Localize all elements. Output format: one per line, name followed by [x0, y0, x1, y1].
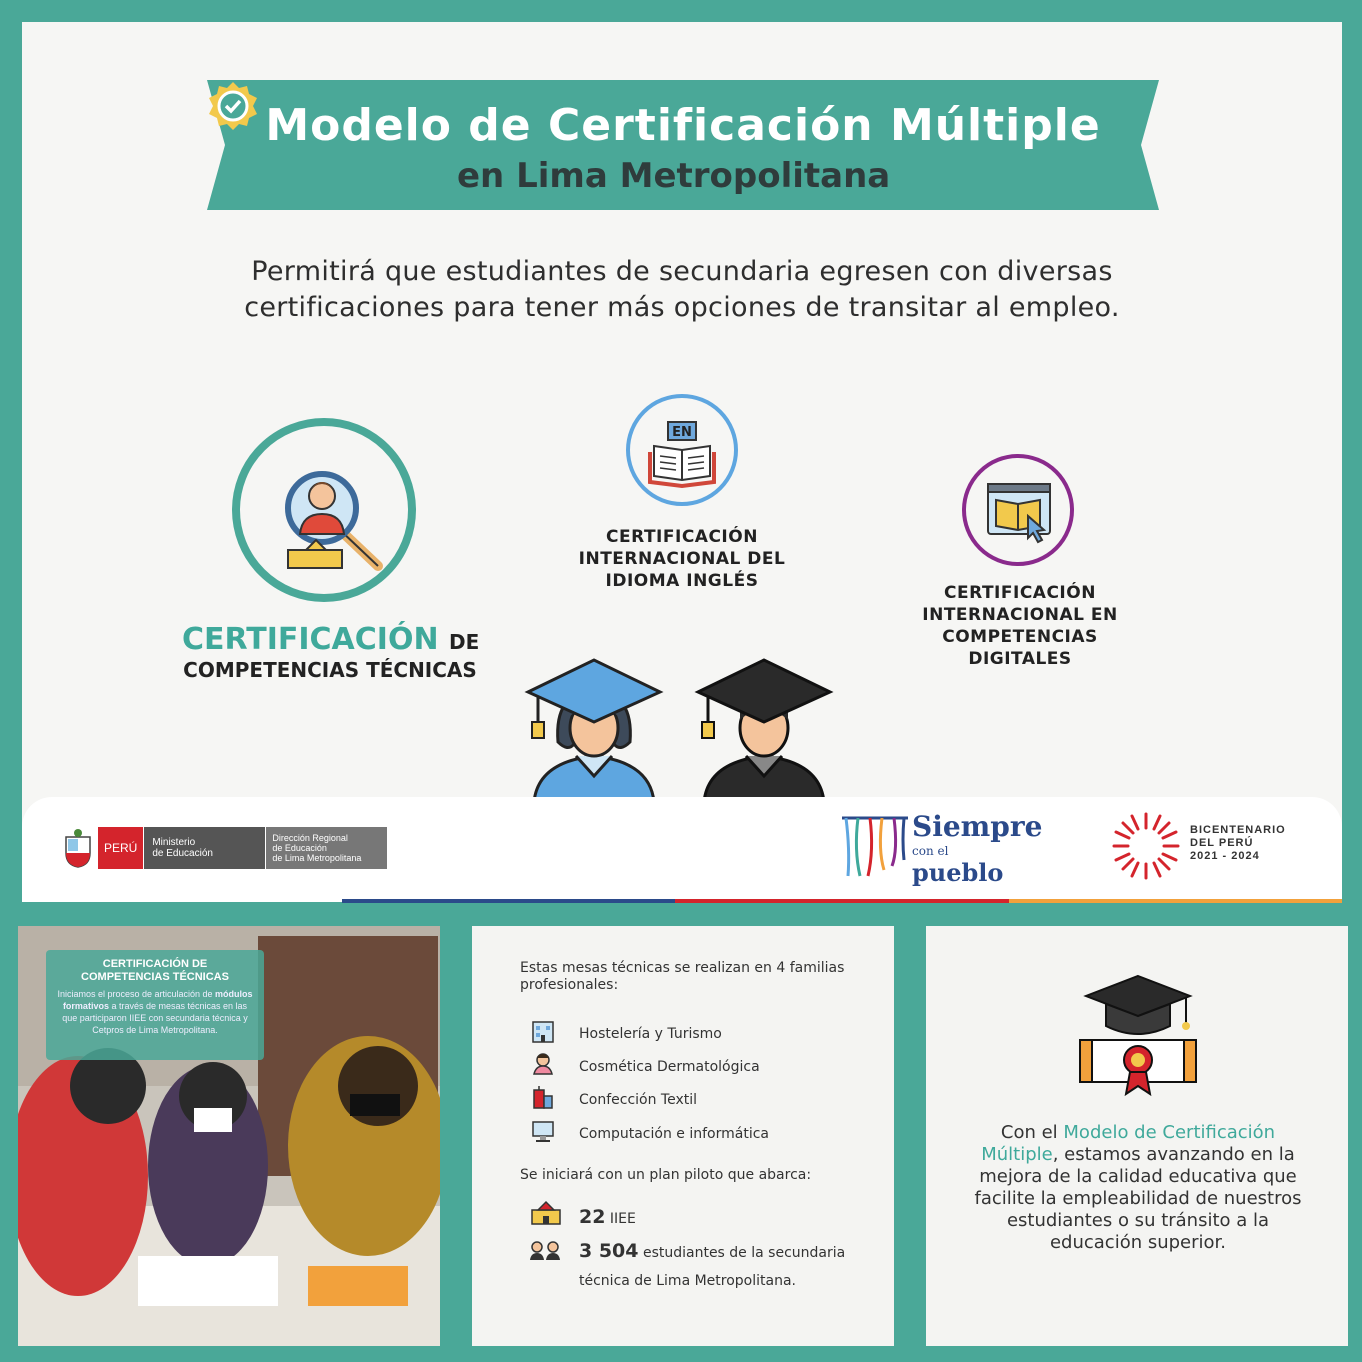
female-graduate-icon — [528, 660, 660, 802]
english-label — [562, 526, 802, 592]
students-stat — [579, 1240, 845, 1262]
bicentenario-line3: 2021 - 2024 — [1190, 850, 1260, 862]
iiee-label: IIEE — [609, 1211, 636, 1227]
students-label2: técnica de Lima Metropolitana. — [579, 1273, 796, 1289]
con-el-pueblo-text — [912, 844, 1040, 887]
photo-caption — [46, 950, 264, 1060]
pilot-intro: Se iniciará con un plan piloto que abarca: — [520, 1167, 812, 1183]
magnifier-person-icon — [240, 426, 408, 594]
caption-desc-b: módulos formativos — [62, 989, 253, 1011]
workshop-photo — [18, 926, 440, 1346]
en-icon-label: EN — [672, 425, 692, 440]
woman-icon — [530, 1050, 556, 1076]
check-badge-icon — [207, 80, 259, 132]
english-certification-circle — [626, 394, 738, 506]
family-label-3: Confección Textil — [579, 1092, 698, 1108]
drelm-line1: Dirección Regional — [272, 833, 348, 843]
family-label-4: Computación e informática — [579, 1126, 769, 1142]
bicentenario-text — [1190, 824, 1286, 863]
graduation-diploma-icon — [1076, 970, 1200, 1100]
students-number: 3 504 — [579, 1240, 639, 1262]
digital-book-icon — [966, 458, 1070, 562]
open-book-icon — [630, 398, 734, 502]
photo-caption-title1: CERTIFICACIÓN DE — [102, 958, 208, 970]
photo-caption-desc — [56, 988, 254, 1036]
graduates-illustration — [524, 652, 844, 812]
bicentenario-line2: DEL PERÚ — [1190, 837, 1254, 849]
technical-subtitle: COMPETENCIAS TÉCNICAS — [183, 658, 477, 682]
english-label-line2: INTERNACIONAL DEL — [578, 549, 786, 569]
ministerio-line2: de Educación — [152, 848, 213, 859]
technical-competence-circle — [232, 418, 416, 602]
digital-label-line1: CERTIFICACIÓN — [944, 583, 1096, 603]
english-label-line3: IDIOMA INGLÉS — [605, 571, 759, 591]
digital-label — [902, 582, 1138, 670]
title-banner — [207, 80, 1159, 210]
intro-text — [162, 254, 1202, 326]
peru-label: PERÚ — [98, 827, 143, 869]
photo-caption-title2: COMPETENCIAS TÉCNICAS — [81, 971, 229, 983]
families-intro — [520, 960, 860, 994]
technical-title-de: DE — [449, 630, 480, 654]
siempre-con-el-pueblo-logo — [840, 810, 1043, 887]
closing-highlight: Modelo de Certificación Múltiple — [981, 1122, 1276, 1165]
closing-text — [968, 1122, 1308, 1254]
intro-line2: certificaciones para tener más opciones de transitar al empleo. — [244, 292, 1120, 323]
ministerio-label — [143, 827, 265, 869]
closing-pre: Con el — [1000, 1122, 1064, 1143]
closing-post: , estamos avanzando en la mejora de la calidad educativa que facilite la empleabilidad de nuestros estudiantes o su tránsito a la educación superior. — [974, 1144, 1302, 1253]
pueblo-text: pueblo — [912, 858, 1004, 887]
hotel-icon — [530, 1018, 556, 1044]
drelm-label — [265, 827, 387, 869]
colored-threads-icon — [840, 810, 910, 880]
peru-coat-of-arms-icon — [62, 827, 94, 869]
family-label-1: Hostelería y Turismo — [579, 1026, 722, 1042]
title-line1: Modelo de Certificación Múltiple — [265, 100, 1101, 151]
bicentenario-line1: BICENTENARIO — [1190, 824, 1286, 836]
computer-icon — [530, 1118, 556, 1144]
male-graduate-icon — [698, 660, 830, 802]
intro-line1: Permitirá que estudiantes de secundaria egresen con diversas — [251, 256, 1113, 287]
title-line2: en Lima Metropolitana — [457, 156, 891, 196]
school-icon — [530, 1200, 562, 1226]
students-label: estudiantes de la secundaria — [642, 1245, 846, 1261]
digital-label-line4: DIGITALES — [968, 649, 1072, 669]
minedu-logo — [62, 827, 387, 869]
ministerio-line1: Ministerio — [152, 837, 196, 848]
digital-certification-circle — [962, 454, 1074, 566]
iiee-stat — [579, 1206, 636, 1228]
iiee-number: 22 — [579, 1206, 606, 1228]
drelm-line2: de Educación — [272, 843, 327, 853]
families-intro-line2: profesionales: — [520, 977, 619, 993]
digital-label-line2: INTERNACIONAL EN — [922, 605, 1118, 625]
caption-desc-a: Iniciamos el proceso de articulación de — [57, 989, 213, 999]
color-stripe — [342, 899, 1342, 903]
caption-desc-c: a través de mesas técnicas en las que participaron IIEE con secundaria técnica y Cetpros de Lima Metropolitana. — [62, 1001, 248, 1035]
bicentenario-logo — [1110, 810, 1310, 880]
bicentenario-sun-icon — [1110, 810, 1182, 882]
drelm-line3: de Lima Metropolitana — [272, 853, 362, 863]
students-icon — [528, 1236, 562, 1262]
technical-title — [182, 622, 482, 657]
thread-icon — [530, 1084, 556, 1110]
digital-label-line3: COMPETENCIAS — [942, 627, 1098, 647]
family-label-2: Cosmética Dermatológica — [579, 1059, 760, 1075]
families-intro-line1: Estas mesas técnicas se realizan en 4 familias — [520, 960, 845, 976]
siempre-text: Siempre — [912, 810, 1043, 843]
english-label-line1: CERTIFICACIÓN — [606, 527, 758, 547]
con-el-text: con el — [912, 844, 949, 858]
technical-title-big: CERTIFICACIÓN — [182, 622, 439, 657]
main-poster — [22, 22, 1342, 902]
